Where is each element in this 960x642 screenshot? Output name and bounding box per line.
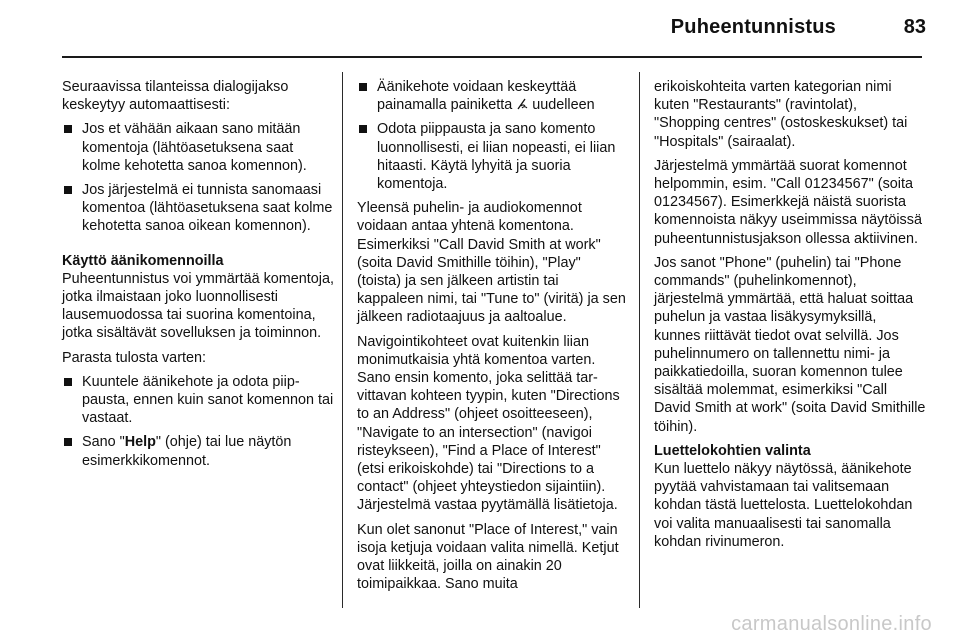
section-heading: Luettelokohtien valinta [654,442,811,459]
paragraph: Navigointikohteet ovat kuitenkin liian monimutkaisia yhtä komentoa varten. Sano ensin komento, joka selittää tarvittavan kohteen tyypin, kuten "Directions to an Address" (ohjeet osoitteeseen), "Navigate to an intersection" (navigoi risteykseen), "Find a Place of Interest" (etsi erikoiskohde) tai "Directions to a contact" (ohjeet yhteystiedon sijaintiin). Järjestelmä vastaa pyytämällä lisätietoja. [357,333,620,514]
bullet-square-icon [64,125,72,133]
bullet-square-icon [64,378,72,386]
watermark: carmanualsonline.info [731,613,932,635]
column-divider-1 [342,72,343,608]
section-heading: Käyttö äänikomennoilla [62,252,224,269]
paragraph: Kun luettelo näkyy näytössä, äänikehote pyytää vahvistamaan tai valitsemaan kohdan tästä luettelosta. Luettelokohdan voi valita manuaalisesti tai sanomalla kohdan rivinumeron. [654,461,913,550]
bullet-square-icon [359,83,367,91]
bullet-square-icon [64,186,72,194]
help-keyword: Help [124,434,156,451]
page-title: Puheentunnistus [670,16,836,38]
paragraph: Kun olet sanonut "Place of Interest," vain isoja ketjuja voidaan valita nimellä. Ketjut ovat liikkeitä, joilla on ainakin 20 toimipaikkaa. Sano muita [357,521,619,593]
header-divider [62,56,922,58]
paragraph: Jos sanot "Phone" (puhelin) tai "Phone commands" (puhelinkomennot), järjestelmä ymmärtää, että haluat soittaa puhelun ja vastaa lisäkysymyksillä, kunnes riittävät tiedot ovat selvillä. Jos puhelinnumero on tallennettu nimi- ja paikkatiedoilla, suoran komennon tulee sisältää molemmat, esimerkiksi "Call David Smith at work" (soita David Smithille töihin). [654,254,926,435]
bullet-square-icon [64,438,72,446]
list-item: Odota piippausta ja sano komento luonnollisesti, ei liian nopeasti, ei liian hitaasti. Käytä lyhyitä ja suoria komentoja. [357,120,627,193]
bullet-square-icon [359,125,367,133]
list-item: Sano "Help" (ohje) tai lue näytön esimerkkikomennot. [62,433,334,469]
column-divider-2 [639,72,640,608]
list-item: Jos järjestelmä ei tunnista sanomaasi komentoa (lähtöasetuksena saat kolme kehotetta sanoa oikean komennon). [62,181,334,236]
paragraph: Yleensä puhelin- ja audiokomennot voidaan antaa yhtenä komentona. Esimerkiksi "Call David Smith at work" (soita David Smithille töihin), "Play" (toista) ja sen jälkeen artistin tai kappaleen nimi, tai "Tune to" (viritä) ja sen jälkeen radiotaajuus ja aaltoalue. [357,200,626,326]
page-header [0,0,960,58]
column-1 [62,78,334,476]
paragraph: Järjestelmä ymmärtää suorat komennot helpommin, esim. "Call 01234567" (soita 01234567). Esimerkkejä näistä suorista komennoista näkyy useimmissa näytöissä puheentunnistusjakson ollessa aktiivinen. [654,157,922,247]
paragraph: Puheentunnistus voi ymmärtää komentoja, jotka ilmaistaan joko luonnollisesti lausemuodossa tai suorina komentoina, jotka sisältävät sovelluksen ja toiminnon. [62,270,334,342]
interrupt-list [62,120,334,235]
list-item: Kuuntele äänikehote ja odota piippausta, ennen kuin sanot komennon tai vastaat. [62,373,334,428]
intro-paragraph: Seuraavissa tilanteissa dialogijakso keskeytyy automaattisesti: [62,79,289,114]
column-2 [357,78,627,599]
paragraph: erikoiskohteita varten kategorian nimi kuten "Restaurants" (ravintolat), "Shopping centres" (ostoskeskukset) tai "Hospitals" (sairaalat). [654,79,908,150]
page-number: 83 [903,16,926,38]
list-item: Äänikehote voidaan keskeyttää painamalla painiketta uudelleen [357,78,627,114]
list-item: Jos et vähään aikaan sano mitään komentoja (lähtöasetuksena saat kolme kehotetta sanoa komennon). [62,120,334,175]
column-3 [654,78,926,557]
paragraph: Parasta tulosta varten: [62,349,206,366]
tips-list-continued [357,78,627,193]
voice-command-icon [516,97,528,111]
tips-list [62,373,334,470]
